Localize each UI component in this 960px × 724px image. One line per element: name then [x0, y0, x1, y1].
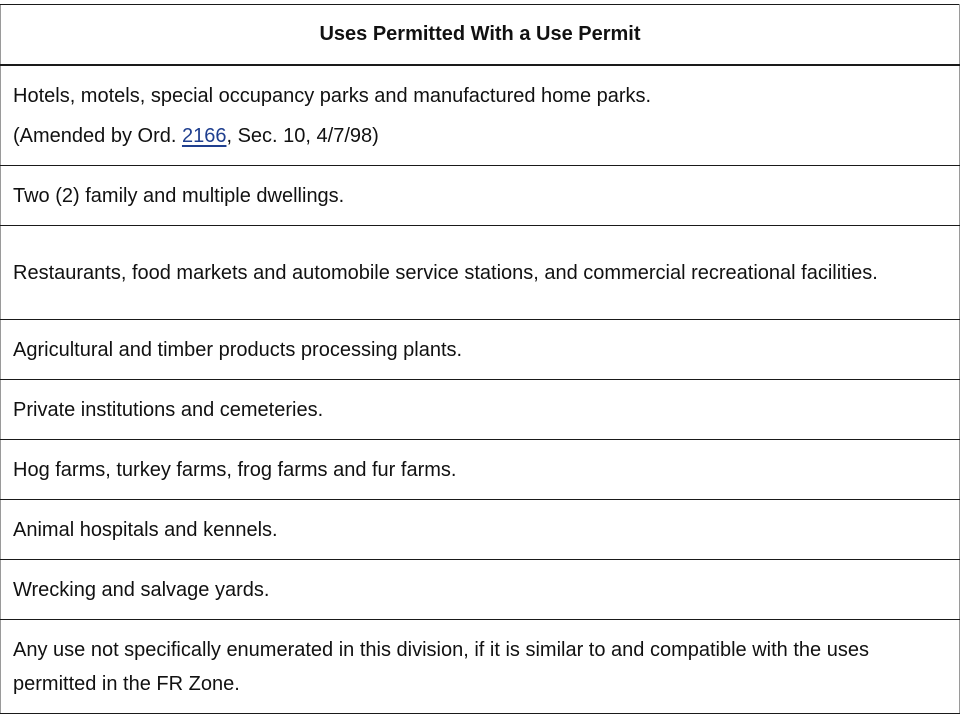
table-cell: Wrecking and salvage yards.	[1, 560, 960, 620]
table-cell: Hog farms, turkey farms, frog farms and fur farms.	[1, 440, 960, 500]
table-cell: Two (2) family and multiple dwellings.	[1, 166, 960, 226]
table-row-hotels	[1, 65, 960, 166]
table-body	[1, 65, 960, 714]
table-cell: Restaurants, food markets and automobile service stations, and commercial recreational facilities.	[1, 226, 960, 320]
table-cell: Private institutions and cemeteries.	[1, 380, 960, 440]
row-text: Hotels, motels, special occupancy parks and manufactured home parks.	[13, 84, 652, 107]
table-cell: Any use not specifically enumerated in this division, if it is similar to and compatible with the uses permitted in the FR Zone.	[1, 620, 960, 714]
table-head	[1, 5, 960, 66]
table-cell	[1, 65, 960, 166]
table-row	[1, 166, 960, 226]
table-row	[1, 380, 960, 440]
table-row	[1, 320, 960, 380]
ordinance-link[interactable]: 2166	[181, 124, 227, 147]
table-header: Uses Permitted With a Use Permit	[1, 5, 960, 66]
amendment-note	[13, 119, 947, 153]
table-row	[1, 500, 960, 560]
table-row	[1, 560, 960, 620]
table-row	[1, 226, 960, 320]
amendment-suffix: , Sec. 10, 4/7/98)	[226, 124, 379, 147]
header-row	[1, 5, 960, 66]
uses-permitted-table	[0, 4, 960, 714]
table-cell: Animal hospitals and kennels.	[1, 500, 960, 560]
amendment-prefix: (Amended by Ord.	[13, 124, 182, 147]
table-row	[1, 620, 960, 714]
table-row	[1, 440, 960, 500]
table-cell: Agricultural and timber products processing plants.	[1, 320, 960, 380]
